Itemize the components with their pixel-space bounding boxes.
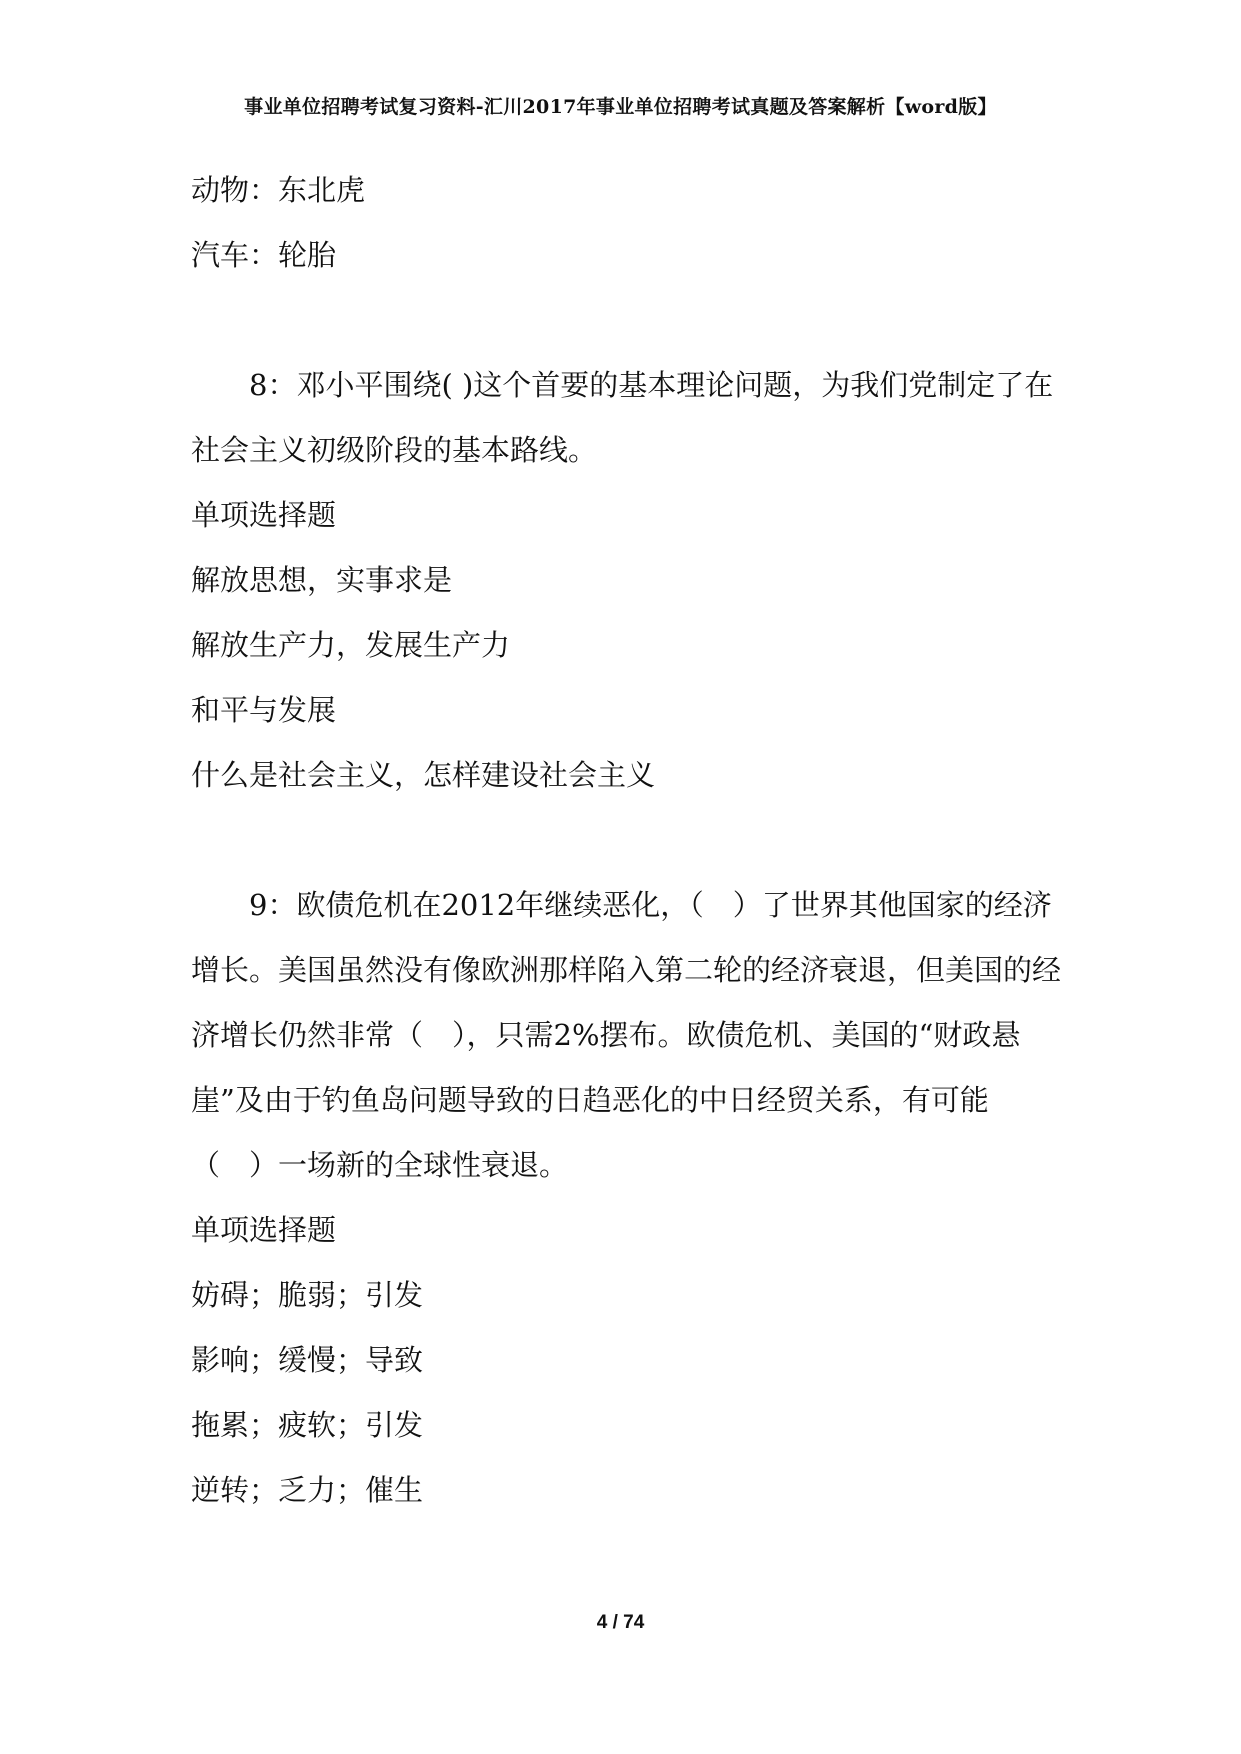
question-8-text: 8：邓小平围绕( )这个首要的基本理论问题，为我们党制定了在社会主义初级阶段的基本路线。 (191, 368, 1054, 467)
text-line: 动物：东北虎 (191, 173, 366, 207)
page-number: 4 / 74 (596, 1612, 645, 1633)
document-body (191, 158, 1061, 1523)
question-8-option: 什么是社会主义，怎样建设社会主义 (191, 758, 656, 792)
question-8-option: 和平与发展 (191, 693, 337, 727)
question-8 (191, 353, 1061, 483)
question-8-option: 解放思想，实事求是 (191, 563, 453, 597)
question-9-option: 逆转；乏力；催生 (191, 1473, 424, 1507)
question-9-option: 妨碍；脆弱；引发 (191, 1278, 424, 1312)
question-8-type: 单项选择题 (191, 498, 337, 532)
question-9-type: 单项选择题 (191, 1213, 337, 1247)
question-8-option: 解放生产力，发展生产力 (191, 628, 511, 662)
question-9-option: 拖累；疲软；引发 (191, 1408, 424, 1442)
question-9-text: 9：欧债危机在2012年继续恶化，（ ）了世界其他国家的经济增长。美国虽然没有像欧洲那样陷入第二轮的经济衰退，但美国的经济增长仍然非常（ ），只需2%摆布。欧债危机、美国的“财政悬崖”及由于钓鱼岛问题导致的日趋恶化的中日经贸关系，有可能（ ）一场新的全球性衰退。 (191, 888, 1062, 1182)
question-9-option: 影响；缓慢；导致 (191, 1343, 424, 1377)
page-header: 事业单位招聘考试复习资料-汇川2017年事业单位招聘考试真题及答案解析【word版】 (244, 96, 997, 118)
text-line: 汽车：轮胎 (191, 238, 337, 272)
question-9 (191, 873, 1061, 1198)
